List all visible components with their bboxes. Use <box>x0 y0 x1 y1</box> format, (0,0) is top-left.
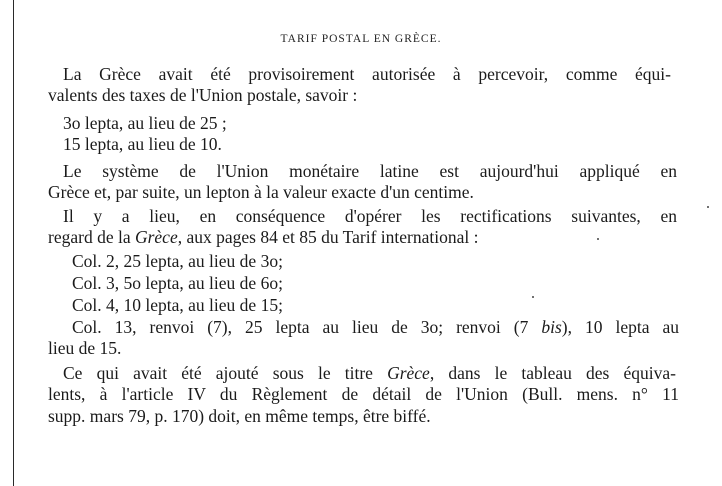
col-3-line: Col. 3, 5o lepta, au lieu de 6o; <box>72 273 283 293</box>
print-speck <box>707 206 709 208</box>
paragraph-3-line-2-italic: Grèce <box>134 227 178 247</box>
paragraph-4-line-1-rest: , dans le tableau des équiva- <box>429 363 676 383</box>
col-2-line: Col. 2, 25 lepta, au lieu de 3o; <box>72 251 283 271</box>
paragraph-4-line-1-text: Ce qui avait été ajouté sous le titre <box>63 363 388 383</box>
paragraph-3-line-2 <box>48 227 478 247</box>
rate-line-1: 3o lepta, au lieu de 25 ; <box>63 113 227 133</box>
paragraph-2-line-2: Grèce et, par suite, un lepton à la valeur exacte d'un centime. <box>48 182 474 202</box>
print-speck <box>597 238 599 240</box>
paragraph-1-line-2: valents des taxes de l'Union postale, savoir : <box>48 85 358 105</box>
paragraph-1-line-1: La Grèce avait été provisoirement autorisée à percevoir, comme équi- <box>63 64 671 84</box>
paragraph-3-line-2-text: regard de la <box>48 227 135 247</box>
paragraph-3-line-2-rest: , aux pages 84 et 85 du Tarif international : <box>177 227 479 247</box>
col-13-italic: bis <box>541 317 562 337</box>
col-13-rest: ), 10 lepta au <box>561 317 679 337</box>
paragraph-4-line-1 <box>63 363 676 383</box>
paragraph-4-line-1-italic: Grèce <box>387 363 430 383</box>
rate-line-2: 15 lepta, au lieu de 10. <box>63 134 222 154</box>
col-13-line-2: lieu de 15. <box>48 338 122 358</box>
col-13-line-1 <box>72 317 679 337</box>
col-4-line: Col. 4, 10 lepta, au lieu de 15; <box>72 295 283 315</box>
running-head: TARIF POSTAL EN GRÈCE. <box>280 33 442 45</box>
paragraph-4-line-3: supp. mars 79, p. 170) doit, en même temps, être biffé. <box>48 406 431 426</box>
paragraph-4-line-2: lents, à l'article IV du Règlement de détail de l'Union (Bull. mens. n° 11 <box>48 384 679 404</box>
paragraph-2-line-1: Le système de l'Union monétaire latine est aujourd'hui appliqué en <box>63 161 677 181</box>
paragraph-3-line-1: Il y a lieu, en conséquence d'opérer les rectifications suivantes, en <box>63 206 677 226</box>
print-speck <box>532 296 534 298</box>
col-13-text: Col. 13, renvoi (7), 25 lepta au lieu de 3o; renvoi (7 <box>72 317 542 337</box>
